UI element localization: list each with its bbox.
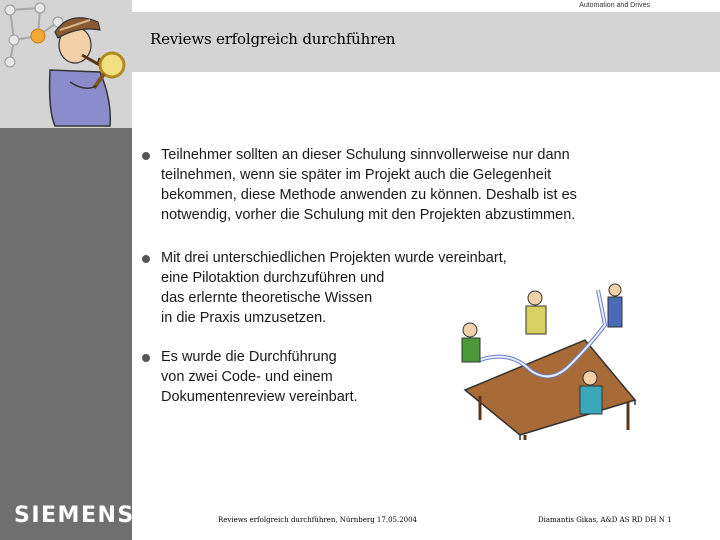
top-right-label: Automation and Drives (579, 2, 650, 9)
footer-left-text: Reviews erfolgreich durchführen, Nürnberg 17.05.2004 (218, 516, 418, 524)
bullet-text: Teilnehmer sollten an dieser Schulung sinnvollerweise nur dann teilnehmen, wenn sie später im Projekt auch die Gelegenheit bekommen, diese Methode anwenden zu können. Deshalb ist es notwendig, vorher die Schulung mit den Projekten abzustimmen. (161, 147, 577, 223)
slide-title: Reviews erfolgreich durchführen (150, 30, 396, 48)
meeting-table-illustration (440, 270, 640, 440)
bullet-dot-icon (142, 255, 150, 263)
bullet-text: Es wurde die Durchführung von zwei Code- und einem Dokumentenreview vereinbart. (161, 349, 358, 405)
sidebar-bottom-panel (0, 128, 135, 540)
detective-illustration (0, 0, 132, 128)
footer-right-text: Diamantis Gikas, A&D AS RD DH N 1 (538, 516, 672, 524)
siemens-logo: SIEMENS (14, 503, 135, 528)
bullet-text: Mit drei unterschiedlichen Projekten wurde vereinbart, eine Pilotaktion durchzuführen und das erlernte theoretische Wissen in die Praxis umzusetzen. (161, 250, 507, 326)
sidebar-top-panel (0, 0, 132, 128)
bullet-dot-icon (142, 354, 150, 362)
header-strip (132, 0, 720, 12)
bullet-dot-icon (142, 152, 150, 160)
sidebar (0, 0, 135, 540)
